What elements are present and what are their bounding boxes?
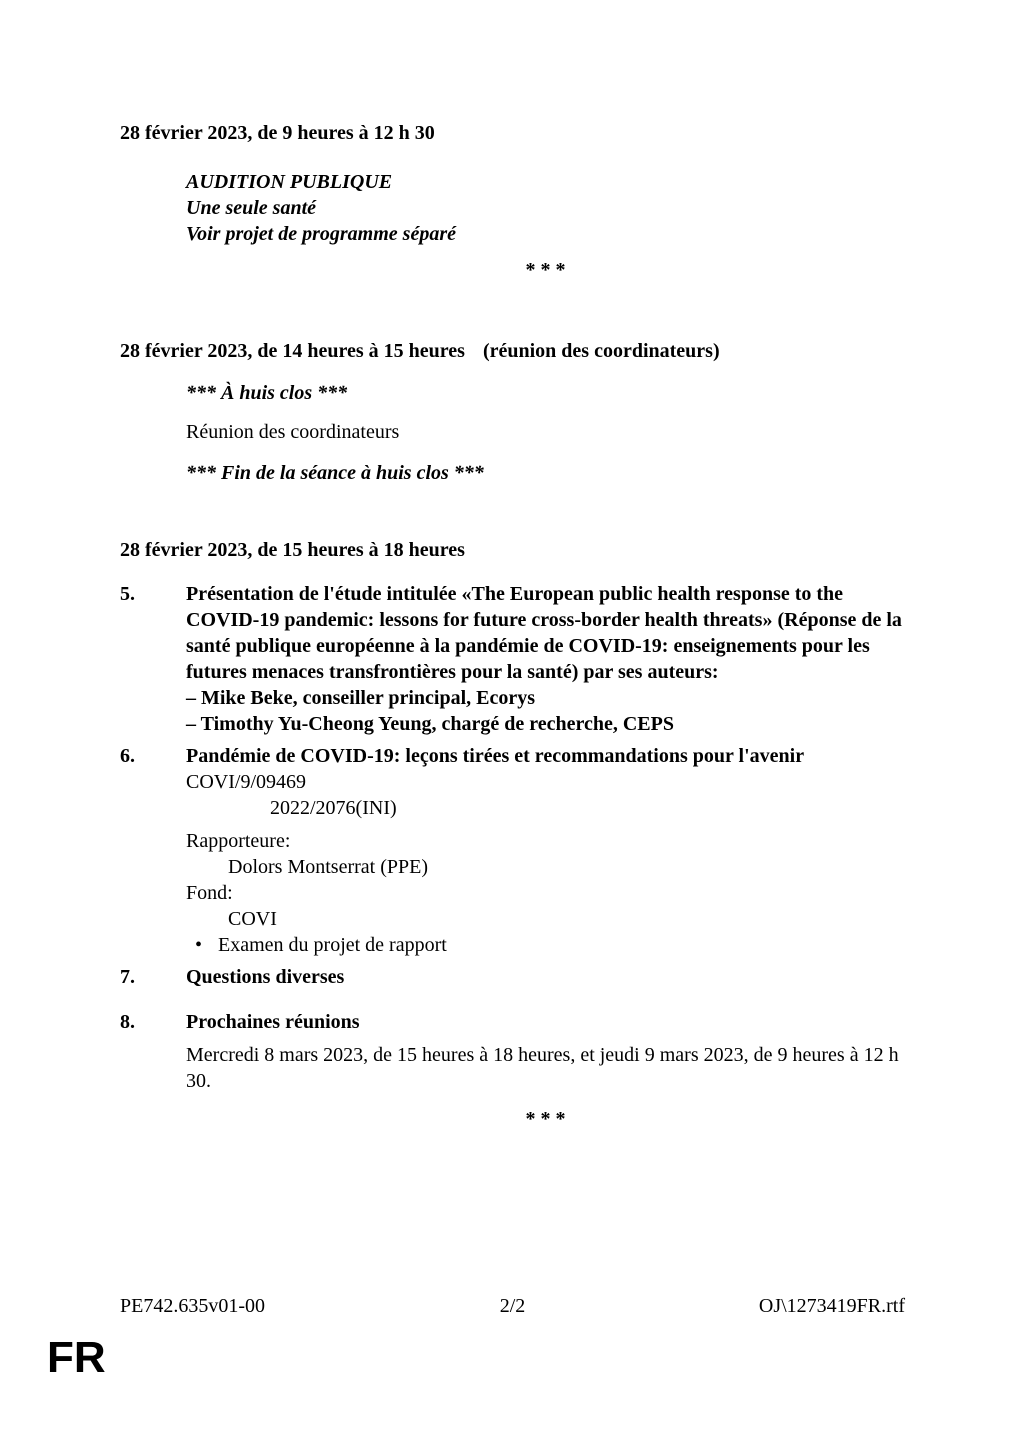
item-5-author-1: – Mike Beke, conseiller principal, Ecorys	[186, 687, 536, 709]
item-8-title: Prochaines réunions	[186, 1011, 360, 1033]
item-7-number: 7.	[120, 966, 135, 988]
session-coordinators	[120, 338, 905, 486]
item-6-title: Pandémie de COVID-19: leçons tirées et recommandations pour l'avenir	[186, 745, 805, 767]
hearing-subject: Une seule santé	[186, 197, 316, 219]
in-camera-end: *** Fin de la séance à huis clos ***	[186, 462, 484, 484]
item-7-content	[186, 964, 905, 990]
item-6-action-text: Examen du projet de rapport	[218, 934, 447, 956]
item-8-next-meetings: Mercredi 8 mars 2023, de 15 heures à 18 heures, et jeudi 9 mars 2023, de 9 heures à 12 h 30.	[186, 1044, 899, 1092]
agenda-item-8	[120, 1009, 905, 1094]
bullet-icon: •	[195, 934, 203, 956]
item-8-content	[186, 1009, 905, 1094]
item-8-number: 8.	[120, 1011, 135, 1033]
item-7-title: Questions diverses	[186, 966, 345, 988]
rapporteur-name: Dolors Montserrat (PPE)	[228, 856, 428, 878]
public-hearing-block	[186, 169, 905, 247]
footer-doc-reference: PE742.635v01-00	[120, 1295, 265, 1317]
session-coordinators-note: (réunion des coordinateurs)	[482, 340, 720, 362]
footer-page-number: 2/2	[499, 1295, 526, 1317]
hearing-programme-note: Voir projet de programme séparé	[186, 223, 456, 245]
responsible-committee-label: Fond:	[186, 882, 233, 904]
item-6-procedure-ref: COVI/9/09469	[186, 771, 306, 793]
coordinators-meeting-label: Réunion des coordinateurs	[186, 421, 400, 443]
item-5-author-2: – Timothy Yu-Cheong Yeung, chargé de recherche, CEPS	[186, 713, 674, 735]
item-5-title: Présentation de l'étude intitulée «The European public health response to the COVID-19 pandemic: lessons for future cross-border health threats» (Réponse de la santé publique européenne à la pandémie de COVID-19: enseignements pour les futures menaces transfrontières pour la santé) par ses auteurs:	[186, 583, 902, 683]
item-5-content	[186, 581, 905, 737]
item-6-dossier-ref: 2022/2076(INI)	[270, 797, 397, 819]
rapporteur-label: Rapporteure:	[186, 830, 291, 852]
agenda-item-6	[120, 743, 905, 958]
separator-stars-1: * * *	[525, 259, 566, 281]
responsible-committee-value: COVI	[228, 908, 277, 930]
session-morning-heading: 28 février 2023, de 9 heures à 12 h 30	[120, 122, 435, 144]
item-6-number: 6.	[120, 745, 135, 767]
language-code: FR	[47, 1333, 106, 1382]
session-afternoon	[120, 537, 905, 1094]
hearing-title: AUDITION PUBLIQUE	[186, 171, 393, 193]
item-6-action	[195, 932, 905, 958]
agenda-item-7	[120, 964, 905, 990]
item-6-content	[186, 743, 905, 958]
session-afternoon-heading: 28 février 2023, de 15 heures à 18 heures	[120, 539, 465, 561]
in-camera-start: *** À huis clos ***	[186, 382, 348, 404]
page-footer	[120, 1293, 905, 1319]
separator-stars-2: * * *	[525, 1108, 566, 1130]
item-6-rapporteur-block	[186, 828, 905, 958]
item-5-number: 5.	[120, 583, 135, 605]
agenda-item-5	[120, 581, 905, 737]
session-coordinators-time: 28 février 2023, de 14 heures à 15 heures	[120, 340, 465, 362]
session-morning	[120, 120, 905, 247]
footer-file-name: OJ\1273419FR.rtf	[758, 1295, 905, 1317]
session-coordinators-heading	[120, 338, 905, 364]
